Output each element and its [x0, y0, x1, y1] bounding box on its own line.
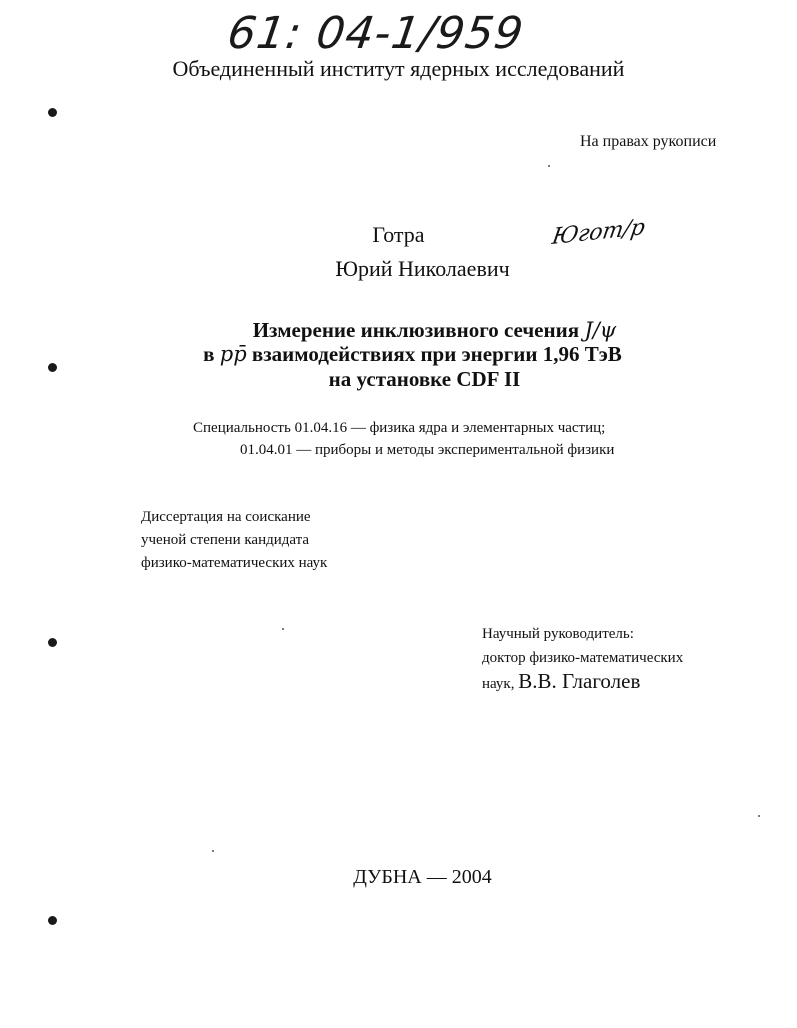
binding-hole-1 — [48, 108, 57, 117]
manuscript-note: На правах рукописи — [580, 133, 717, 150]
handwritten-registry-number: 61: 04-1/959 — [224, 8, 528, 59]
scan-speck — [212, 850, 214, 852]
supervisor-label: Научный руководитель: — [482, 626, 634, 642]
specialty-line-1: Специальность 01.04.16 — физика ядра и элементарных частиц; — [193, 420, 606, 436]
scan-speck — [282, 628, 284, 630]
dissertation-note-line-1: Диссертация на соискание — [141, 509, 311, 525]
binding-hole-2 — [48, 363, 57, 372]
thesis-title-line-3: на установке CDF II — [328, 367, 521, 391]
title-line-1-text: Измерение инклюзивного сечения — [252, 318, 585, 342]
supervisor-degree-line-2 — [482, 669, 640, 694]
title-ppbar-symbol: pp̄ — [219, 342, 247, 366]
city-and-year: ДУБНА — 2004 — [353, 866, 492, 888]
binding-hole-3 — [48, 638, 57, 647]
author-given-names: Юрий Николаевич — [335, 256, 510, 281]
scan-speck — [548, 165, 550, 167]
title-line-2-prefix: в — [203, 342, 220, 366]
thesis-title-line-1 — [36, 318, 797, 343]
binding-hole-4 — [48, 916, 57, 925]
specialty-line-2: 01.04.01 — приборы и методы экспериментальной физики — [240, 442, 615, 458]
author-signature: Югот/р — [550, 214, 647, 251]
supervisor-name: В.В. Глаголев — [518, 669, 641, 693]
title-line-2-suffix: взаимодействиях при энергии 1,96 ТэВ — [246, 342, 622, 366]
dissertation-note-line-2: ученой степени кандидата — [141, 532, 310, 548]
thesis-title-line-2 — [14, 342, 797, 367]
supervisor-degree-suffix: наук, — [482, 676, 519, 692]
supervisor-degree-line-1: доктор физико-математических — [482, 650, 684, 666]
institute-name: Объединенный институт ядерных исследований — [172, 56, 625, 81]
dissertation-note-line-3: физико-математических наук — [141, 555, 328, 571]
author-surname: Готра — [372, 222, 425, 247]
title-jpsi-symbol: J/ψ — [584, 318, 617, 342]
scan-speck — [758, 815, 760, 817]
